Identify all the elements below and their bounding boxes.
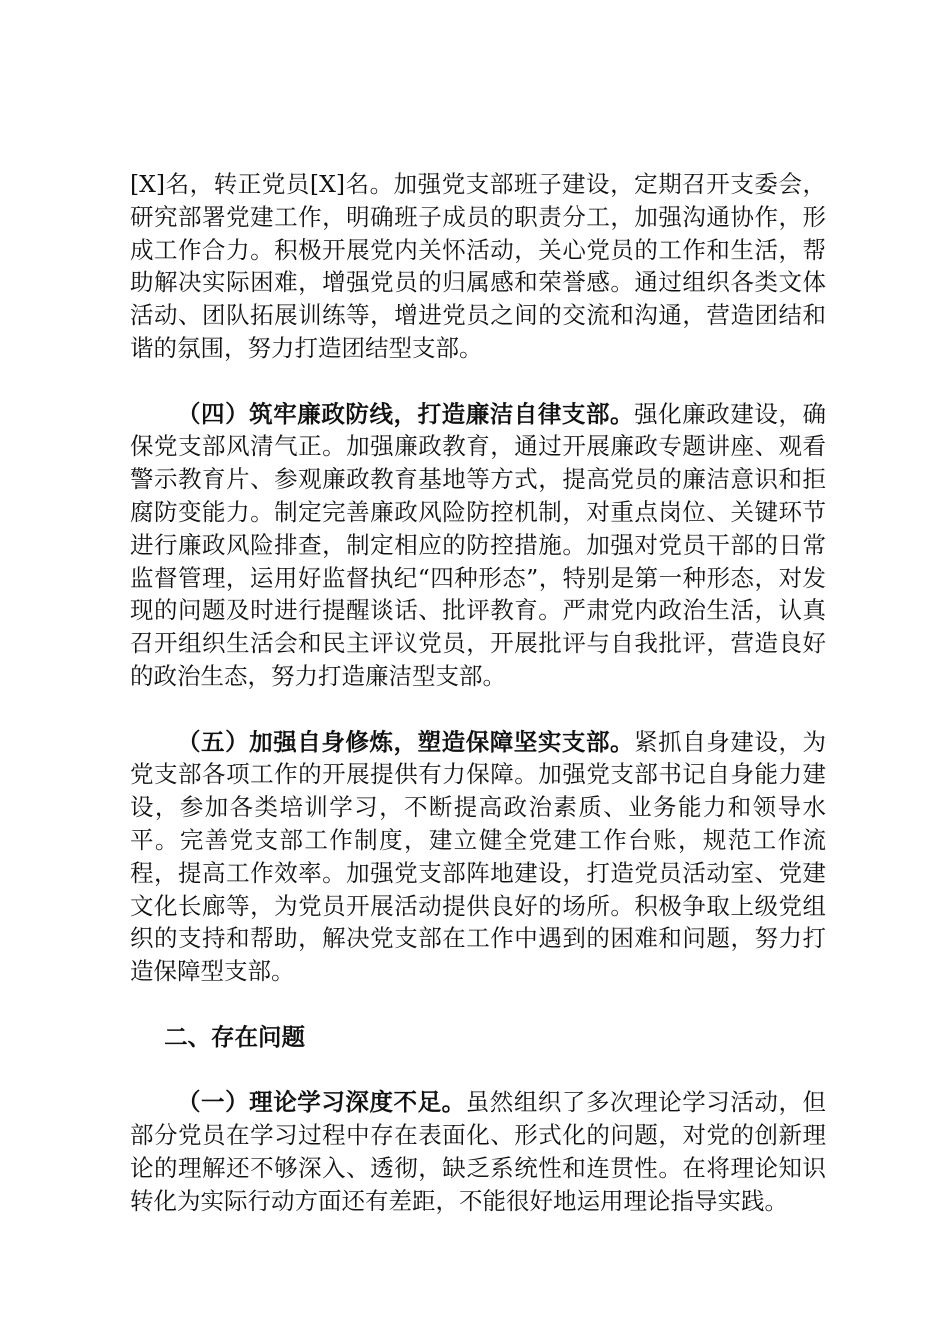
paragraph-theory-study [130, 1086, 826, 1217]
paragraph-continuation: [X]名，转正党员[X]名。加强党支部班子建设，定期召开支委会，研究部署党建工作，明确班子成员的职责分工，加强沟通协作，形成工作合力。积极开展党内关怀活动，关心党员的工作和生活，帮助解决实际困难，增强党员的归属感和荣誉感。通过组织各类文体活动、团队拓展训练等，增进党员之间的交流和沟通，营造团结和谐的氛围，努力打造团结型支部。 [130, 170, 826, 362]
paragraph-lead-heading: （四）筑牢廉政防线，打造廉洁自律支部。 [177, 399, 635, 428]
document-body [130, 168, 826, 1218]
paragraph-text: 紧抓自身建设，为党支部各项工作的开展提供有力保障。加强党支部书记自身能力建设，参加各类培训学习，不断提高政治素质、业务能力和领导水平。完善党支部工作制度，建立健全党建工作台账，规范工作流程，提高工作效率。加强党支部阵地建设，打造党员活动室、党建文化长廊等，为党员开展活动提供良好的场所。积极争取上级党组织的支持和帮助，解决党支部在工作中遇到的困难和问题，努力打造保障型支部。 [130, 727, 827, 986]
paragraph-self-cultivation [130, 726, 826, 988]
paragraph-lead-heading: （一）理论学习深度不足。 [177, 1088, 466, 1117]
section-heading: 二、存在问题 [164, 1022, 306, 1051]
paragraph-text: 强化廉政建设，确保党支部风清气正。加强廉政教育，通过开展廉政专题讲座、观看警示教育片、参观廉政教育基地等方式，提高党员的廉洁意识和拒腐防变能力。制定完善廉政风险防控机制，对重点岗位、关键环节进行廉政风险排查，制定相应的防控措施。加强对党员干部的日常监督管理，运用好监督执纪“四种形态”，特别是第一种形态，对发现的问题及时进行提醒谈话、批评教育。严肃党内政治生活，认真召开组织生活会和民主评议党员，开展批评与自我批评，营造良好的政治生态，努力打造廉洁型支部。 [130, 399, 827, 690]
paragraph-clean-governance [130, 398, 826, 693]
paragraph-text: 虽然组织了多次理论学习活动，但部分党员在学习过程中存在表面化、形式化的问题，对党的创新理论的理解还不够深入、透彻，缺乏系统性和连贯性。在将理论知识转化为实际行动方面还有差距，不能很好地运用理论指导实践。 [130, 1088, 827, 1215]
paragraph-lead-heading: （五）加强自身修炼，塑造保障坚实支部。 [177, 727, 635, 756]
